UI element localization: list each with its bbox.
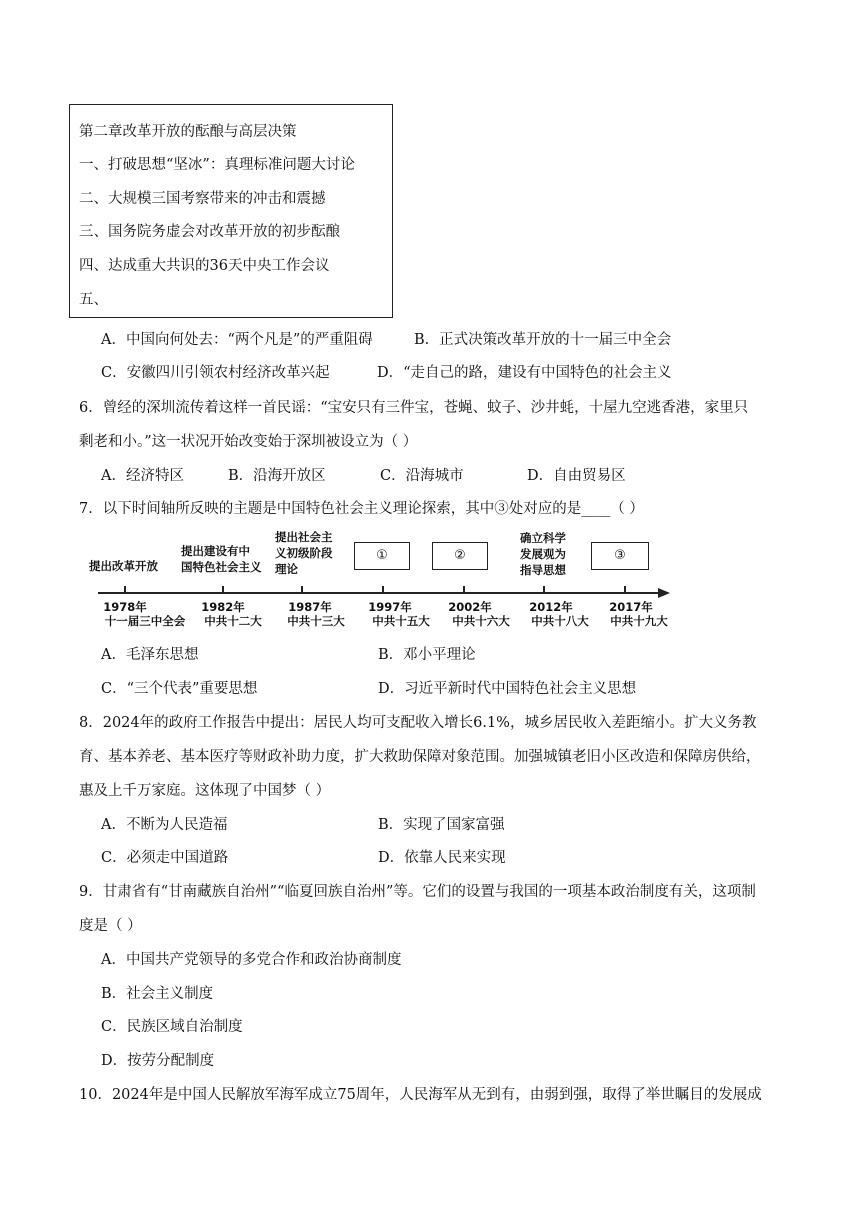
q9-option-a: A．中国共产党领导的多党合作和政治协商制度 <box>101 952 402 968</box>
timeline-tick <box>222 586 224 594</box>
timeline-meeting-2012: 中共十八大 <box>531 614 589 628</box>
timeline-year-2017: 2017年 <box>609 600 653 614</box>
timeline-event-label-2b: 国特色社会主义 <box>181 560 262 574</box>
q8-option-b: B．实现了国家富强 <box>378 817 505 833</box>
q9-stem-line-2: 度是（ ） <box>79 918 142 934</box>
timeline-year-2012: 2012年 <box>529 600 573 614</box>
timeline-year-1982: 1982年 <box>201 600 245 614</box>
q5-option-b: B．正式决策改革开放的十一届三中全会 <box>414 332 672 348</box>
q7-option-b: B．邓小平理论 <box>378 647 476 663</box>
q6-option-b: B．沿海开放区 <box>228 468 326 484</box>
timeline-event-label-3b: 义初级阶段 <box>275 546 333 560</box>
timeline-meeting-1978: 十一届三中全会 <box>104 614 186 628</box>
q7-option-a: A．毛泽东思想 <box>101 647 199 663</box>
timeline-tick <box>382 586 384 594</box>
q8-stem-line-2: 育、基本养老、基本医疗等财政补助力度，扩大救助保障对象范围。加强城镇老旧小区改造和保障房供给， <box>79 749 761 765</box>
timeline-tick <box>543 586 545 594</box>
timeline-meeting-2002: 中共十六大 <box>452 614 510 628</box>
timeline-year-1978: 1978年 <box>103 600 147 614</box>
q8-option-d: D．依靠人民来实现 <box>378 850 506 866</box>
timeline-meeting-1982: 中共十二大 <box>204 614 262 628</box>
timeline-tick <box>301 586 303 594</box>
timeline-event-label-3c: 理论 <box>275 562 298 576</box>
timeline-year-2002: 2002年 <box>448 600 492 614</box>
q9-stem-line-1: 9．甘肃省有“甘南藏族自治州”“临夏回族自治州”等。它们的设置与我国的一项基本政治制度有关，这项制 <box>79 884 756 900</box>
q6-option-c: C．沿海城市 <box>380 468 464 484</box>
timeline-box-3: ③ <box>591 542 649 570</box>
q5-option-a: A．中国向何处去：“两个凡是”的严重阻碍 <box>101 332 373 348</box>
q5-option-d: D．“走自己的路，建设有中国特色的社会主义 <box>377 365 672 381</box>
timeline-meeting-2017: 中共十九大 <box>610 614 668 628</box>
box-line-4: 三、国务院务虚会对改革开放的初步酝酿 <box>79 224 340 240</box>
timeline-event-label-3a: 提出社会主 <box>275 530 333 544</box>
q8-stem-line-3: 惠及上千万家庭。这体现了中国梦（ ） <box>79 783 331 799</box>
q5-option-c: C．安徽四川引领农村经济改革兴起 <box>101 365 330 381</box>
q6-stem-line-1: 6．曾经的深圳流传着这样一首民谣：“宝安只有三件宝，苍蝇、蚊子、沙井蚝，十屋九空逃香港，家里只 <box>79 400 749 416</box>
q7-option-c: C．“三个代表”重要思想 <box>101 681 258 697</box>
timeline-event-label-6a: 确立科学 <box>520 531 566 545</box>
q6-option-d: D．自由贸易区 <box>527 468 626 484</box>
q9-option-d: D．按劳分配制度 <box>101 1053 215 1069</box>
timeline-box-2: ② <box>432 542 488 570</box>
timeline-tick <box>624 586 626 594</box>
q10-stem-line-1: 10．2024年是中国人民解放军海军成立75周年，人民海军从无到有，由弱到强，取得了举世瞩目的发展成 <box>79 1087 762 1103</box>
box-line-6: 五、 <box>79 292 108 308</box>
q8-option-a: A．不断为人民造福 <box>101 817 228 833</box>
timeline-event-label-2a: 提出建设有中 <box>181 544 250 558</box>
box-line-2: 一、打破思想“坚冰”：真理标准问题大讨论 <box>79 157 355 173</box>
timeline-meeting-1987: 中共十三大 <box>287 614 345 628</box>
box-line-5: 四、达成重大共识的36天中央工作会议 <box>79 258 330 274</box>
box-line-3: 二、大规模三国考察带来的冲击和震撼 <box>79 191 326 207</box>
q7-stem: 7．以下时间轴所反映的主题是中国特色社会主义理论探索，其中③处对应的是____（ ） <box>79 501 644 517</box>
timeline-event-label-6b: 发展观为 <box>520 547 566 561</box>
q6-stem-line-2: 剩老和小。”这一状况开始改变始于深圳被设立为（ ） <box>79 434 418 450</box>
q6-option-a: A．经济特区 <box>101 468 184 484</box>
q8-option-c: C．必须走中国道路 <box>101 850 229 866</box>
timeline-box-1: ① <box>354 542 410 570</box>
timeline-tick <box>463 586 465 594</box>
q9-option-b: B．社会主义制度 <box>101 986 214 1002</box>
q9-option-c: C．民族区域自治制度 <box>101 1019 243 1035</box>
q8-stem-line-1: 8．2024年的政府工作报告中提出：居民人均可支配收入增长6.1%，城乡居民收入差距缩小。扩大义务教 <box>79 715 757 731</box>
timeline-year-1997: 1997年 <box>368 600 412 614</box>
timeline-tick <box>124 586 126 594</box>
q7-option-d: D．习近平新时代中国特色社会主义思想 <box>378 681 637 697</box>
timeline-event-label-1: 提出改革开放 <box>89 559 158 573</box>
box-line-1: 第二章改革开放的酝酿与高层决策 <box>79 124 297 140</box>
timeline-meeting-1997: 中共十五大 <box>372 614 430 628</box>
timeline-year-1987: 1987年 <box>288 600 332 614</box>
timeline-event-label-6c: 指导思想 <box>520 563 566 577</box>
